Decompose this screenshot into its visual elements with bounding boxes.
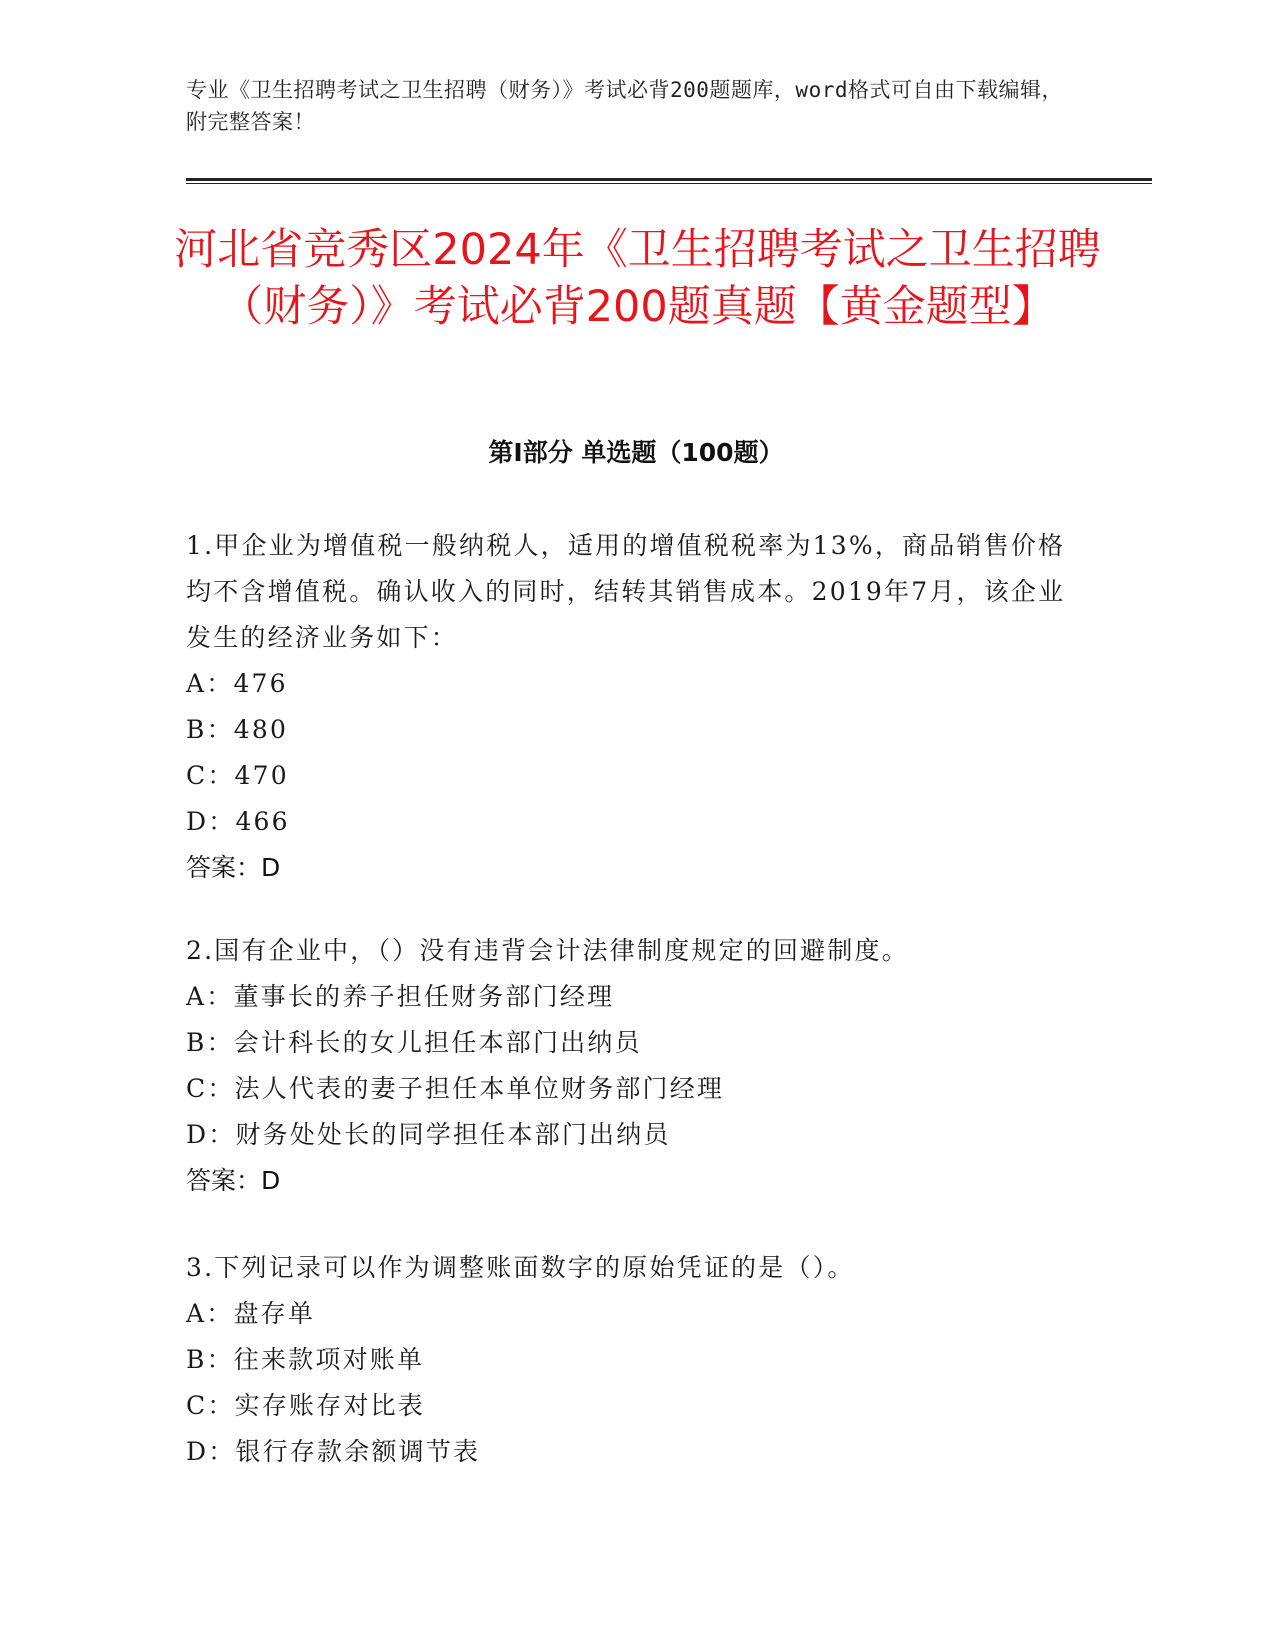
section-heading: 第I部分 单选题（100题）: [488, 438, 784, 467]
answer-line: 答案：D: [186, 853, 281, 882]
question-stem: 2.国有企业中，（）没有违背会计法律制度规定的回避制度。: [186, 936, 909, 965]
option-d: D：财务处处长的同学担任本部门出纳员: [186, 1120, 671, 1149]
option-d: D：银行存款余额调节表: [186, 1437, 481, 1466]
option-d: D：466: [186, 807, 290, 836]
question-3: [186, 1245, 1086, 1475]
header-rule-thin: [186, 183, 1152, 184]
header-rule-thick: [186, 178, 1152, 181]
option-c: C：法人代表的妻子担任本单位财务部门经理: [186, 1074, 725, 1103]
question-stem: 1.甲企业为增值税一般纳税人，适用的增值税税率为13%，商品销售价格均不含增值税。确认收入的同时，结转其销售成本。2019年7月，该企业发生的经济业务如下：: [186, 531, 1066, 652]
option-b: B：往来款项对账单: [186, 1345, 425, 1374]
question-2: [186, 928, 1086, 1204]
question-1: [186, 523, 1086, 891]
option-b: B：480: [186, 715, 289, 744]
option-c: C：470: [186, 761, 289, 790]
document-title: 河北省竞秀区2024年《卫生招聘考试之卫生招聘（财务）》考试必背200题真题【黄金题型】: [174, 225, 1101, 332]
option-a: A：476: [186, 669, 288, 698]
option-a: A：董事长的养子担任财务部门经理: [186, 982, 615, 1011]
option-c: C：实存账存对比表: [186, 1391, 425, 1420]
question-stem: 3.下列记录可以作为调整账面数字的原始凭证的是（）。: [186, 1253, 855, 1282]
header-note: 专业《卫生招聘考试之卫生招聘（财务）》考试必背200题题库，word格式可自由下载编辑，附完整答案！: [186, 78, 1063, 134]
option-a: A：盘存单: [186, 1299, 316, 1328]
option-b: B：会计科长的女儿担任本部门出纳员: [186, 1028, 642, 1057]
answer-line: 答案：D: [186, 1166, 281, 1195]
